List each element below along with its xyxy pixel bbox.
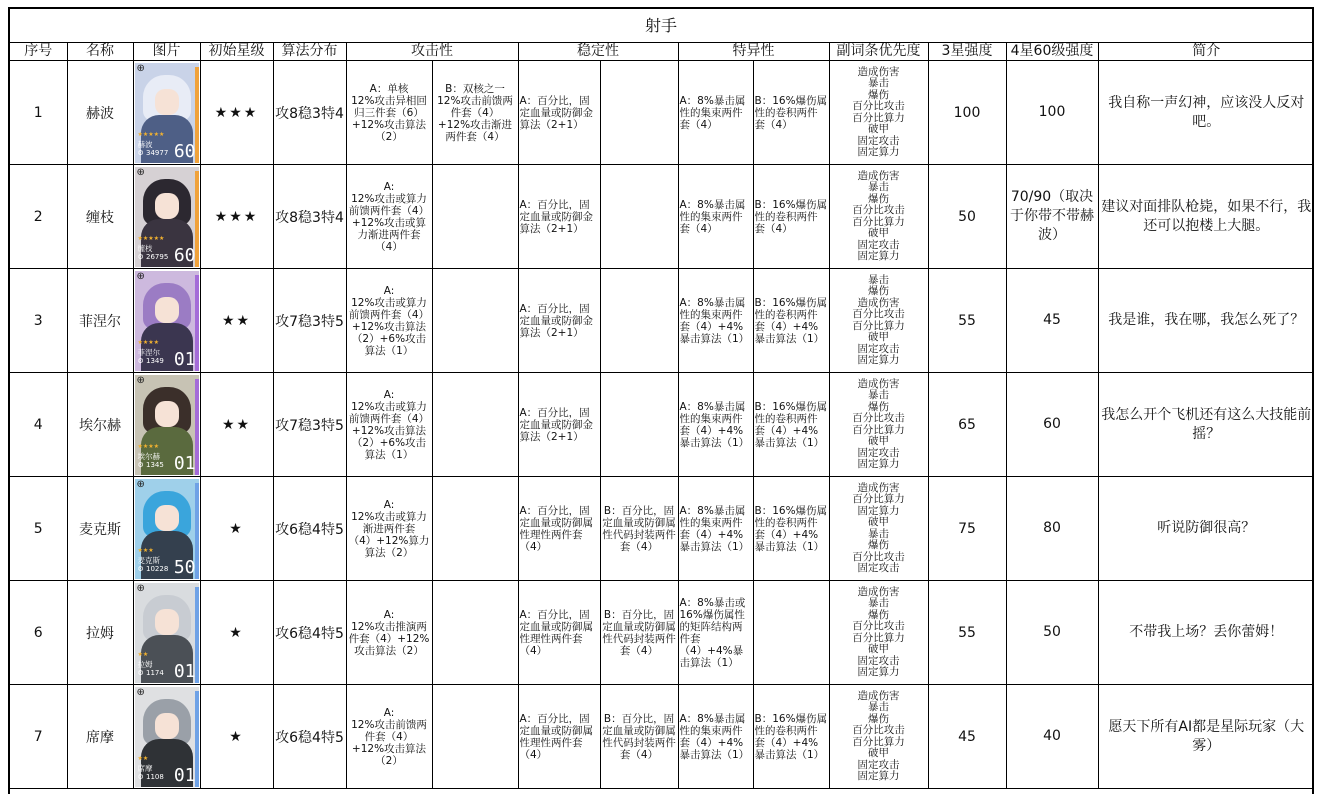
spreadsheet	[8, 7, 1314, 794]
substat-item: 固定算力	[857, 504, 900, 517]
substat-item: 暴击	[868, 273, 889, 286]
substat-item: 固定算力	[857, 666, 900, 678]
character-intro: 愿天下所有AI都是星际玩家（大雾）	[1098, 685, 1314, 789]
attack-option-a: A: 12%攻击或算力前馈两件套（4） +12%攻击算法（2）+6%攻击算法（1）	[346, 373, 432, 477]
special-option-b: B：16%爆伤属性的卷积两件套（4）+4%暴击算法（1）	[753, 373, 829, 477]
character-portrait-cell	[133, 581, 200, 685]
character-portrait	[135, 583, 199, 683]
substat-priority	[829, 269, 928, 373]
substat-item: 百分比攻击	[852, 724, 905, 736]
substat-item: 百分比算力	[852, 319, 905, 332]
attack-option-a: A: 12%攻击推演两件套（4）+12%攻击算法（2）	[346, 581, 432, 685]
three-star-rating: 55	[928, 269, 1006, 373]
stability-option-a: A：百分比，固定血量或防御金算法（2+1）	[518, 373, 600, 477]
portrait-stars: ★★★★	[137, 338, 160, 346]
row-number: 5	[10, 477, 67, 581]
stability-option-a: A：百分比，固定血量或防御属性理性两件套（4）	[518, 581, 600, 685]
substat-item: 破甲	[868, 227, 889, 239]
portrait-name: 席摩	[137, 763, 153, 773]
portrait-id: ⚙ 1108	[137, 772, 164, 781]
row-number: 7	[10, 685, 67, 789]
substat-item: 固定攻击	[857, 238, 900, 251]
portrait-level: 60	[173, 140, 196, 162]
portrait-level: 50	[173, 556, 196, 578]
portrait-name: 赫波	[137, 139, 153, 149]
substat-item: 百分比算力	[852, 423, 905, 436]
four-star-lv60-rating: 70/90（取决于你带不带赫波）	[1006, 165, 1098, 269]
special-option-b: B：16%爆伤属性的卷积两件套（4）	[753, 61, 829, 165]
substat-item: 造成伤害	[857, 296, 900, 309]
substat-item: 百分比算力	[852, 735, 905, 748]
substat-item: 固定算力	[857, 146, 900, 158]
three-star-rating: 100	[928, 61, 1006, 165]
row-number: 1	[10, 61, 67, 165]
substat-item: 百分比攻击	[852, 620, 905, 632]
portrait-name: 麦克斯	[137, 555, 160, 565]
portrait-name: 拉姆	[137, 659, 153, 669]
stability-option-a: A：百分比，固定血量或防御属性理性两件套（4）	[518, 477, 600, 581]
three-star-rating: 45	[928, 685, 1006, 789]
portrait-name: 菲涅尔	[137, 347, 160, 357]
substat-item: 造成伤害	[857, 169, 900, 182]
three-star-rating: 55	[928, 581, 1006, 685]
algo-distribution: 攻8稳3特4	[273, 165, 346, 269]
substat-item: 造成伤害	[857, 481, 900, 494]
character-intro: 听说防御很高？	[1098, 477, 1314, 581]
substat-item: 爆伤	[868, 400, 889, 413]
substat-item: 固定攻击	[857, 654, 900, 667]
substat-item: 爆伤	[868, 88, 889, 101]
character-table	[10, 43, 1314, 789]
character-name: 埃尔赫	[67, 373, 133, 477]
three-star-rating: 50	[928, 165, 1006, 269]
stability-option-b	[600, 373, 678, 477]
attack-option-a: A: 12%攻击或算力前馈两件套（4） +12%攻击算法（2）+6%攻击算法（1）	[346, 269, 432, 373]
initial-stars: ★	[200, 685, 273, 789]
substat-item: 爆伤	[868, 285, 889, 297]
special-option-a: A：8%暴击属性的集束两件套（4）	[678, 61, 753, 165]
algo-distribution: 攻6稳4特5	[273, 581, 346, 685]
special-option-b: B：16%爆伤属性的卷积两件套（4）+4%暴击算法（1）	[753, 685, 829, 789]
character-portrait	[135, 167, 199, 267]
four-star-lv60-rating: 60	[1006, 373, 1098, 477]
header-s3: 3星强度	[928, 43, 1006, 61]
substat-priority	[829, 685, 928, 789]
substat-item: 爆伤	[868, 608, 889, 621]
four-star-lv60-rating: 45	[1006, 269, 1098, 373]
header-s4: 4星60级强度	[1006, 43, 1098, 61]
character-name: 麦克斯	[67, 477, 133, 581]
substat-item: 破甲	[868, 516, 889, 528]
substat-item: 造成伤害	[857, 377, 900, 390]
substat-item: 固定攻击	[857, 758, 900, 771]
portrait-stars: ★★	[137, 650, 149, 658]
special-option-a: A：8%暴击属性的集束两件套（4）+4%暴击算法（1）	[678, 477, 753, 581]
substat-item: 破甲	[868, 435, 889, 447]
substat-item: 爆伤	[868, 192, 889, 205]
character-name: 席摩	[67, 685, 133, 789]
character-portrait-cell	[133, 477, 200, 581]
special-option-a: A：8%暴击或16%爆伤属性的矩阵结构两件套（4）+4%暴击算法（1）	[678, 581, 753, 685]
portrait-name: 缠枝	[137, 243, 153, 253]
initial-stars: ★★	[200, 269, 273, 373]
substat-item: 百分比算力	[852, 493, 905, 505]
portrait-stars: ★★★	[137, 546, 154, 554]
special-option-a: A：8%暴击属性的集束两件套（4）+4%暴击算法（1）	[678, 269, 753, 373]
substat-item: 固定算力	[857, 770, 900, 782]
substat-item: 暴击	[868, 77, 889, 89]
table-row	[10, 165, 1314, 269]
stability-option-b	[600, 61, 678, 165]
table-row	[10, 581, 1314, 685]
substat-item: 暴击	[868, 701, 889, 713]
special-option-a: A：8%暴击属性的集束两件套（4）	[678, 165, 753, 269]
header-stability: 稳定性	[518, 43, 678, 61]
special-option-a: A：8%暴击属性的集束两件套（4）+4%暴击算法（1）	[678, 685, 753, 789]
algo-distribution: 攻6稳4特5	[273, 685, 346, 789]
stability-option-a: A：百分比，固定血量或防御金算法（2+1）	[518, 165, 600, 269]
substat-item: 破甲	[868, 331, 889, 343]
substat-item: 固定攻击	[857, 446, 900, 459]
stability-option-b: B：百分比，固定血量或防御属性代码封装两件套（4）	[600, 685, 678, 789]
portrait-level: 60	[173, 244, 196, 266]
stability-option-b: B：百分比，固定血量或防御属性代码封装两件套（4）	[600, 477, 678, 581]
substat-item: 暴击	[868, 389, 889, 401]
portrait-level: 01	[173, 764, 196, 786]
sheet-title: 射手	[10, 9, 1312, 43]
stability-option-b	[600, 165, 678, 269]
three-star-rating: 75	[928, 477, 1006, 581]
substat-item: 百分比算力	[852, 111, 905, 124]
header-no: 序号	[10, 43, 67, 61]
substat-item: 暴击	[868, 597, 889, 609]
portrait-stars: ★★★★★	[137, 234, 165, 242]
special-option-b: B：16%爆伤属性的卷积两件套（4）+4%暴击算法（1）	[753, 477, 829, 581]
row-number: 6	[10, 581, 67, 685]
character-portrait	[135, 63, 199, 163]
portrait-name: 埃尔赫	[137, 451, 160, 461]
stability-option-a: A：百分比，固定血量或防御金算法（2+1）	[518, 61, 600, 165]
header-intro: 简介	[1098, 43, 1314, 61]
attack-option-a: A: 12%攻击或算力前馈两件套（4） +12%攻击或算力渐进两件套（4）	[346, 165, 432, 269]
attack-option-b: B：双核之一 12%攻击前馈两件套（4） +12%攻击渐进两件套（4）	[432, 61, 518, 165]
character-portrait-cell	[133, 685, 200, 789]
portrait-stars: ★★★★	[137, 442, 160, 450]
header-special: 特异性	[678, 43, 829, 61]
substat-item: 固定算力	[857, 458, 900, 470]
substat-priority	[829, 373, 928, 477]
header-algo: 算法分布	[273, 43, 346, 61]
portrait-id: ⚙ 1345	[137, 460, 164, 469]
substat-item: 百分比攻击	[852, 204, 905, 216]
attack-option-a: A: 12%攻击前馈两件套（4） +12%攻击算法（2）	[346, 685, 432, 789]
character-intro: 建议对面排队枪毙，如果不行，我还可以抱楼上大腿。	[1098, 165, 1314, 269]
substat-item: 固定攻击	[857, 342, 900, 355]
substat-item: 造成伤害	[857, 65, 900, 78]
portrait-id: ⚙ 26795	[137, 252, 169, 261]
substat-item: 固定攻击	[857, 562, 900, 574]
substat-item: 固定算力	[857, 250, 900, 262]
substat-item: 百分比攻击	[852, 550, 905, 563]
special-option-b	[753, 581, 829, 685]
stability-option-a: A：百分比，固定血量或防御金算法（2+1）	[518, 269, 600, 373]
algo-distribution: 攻7稳3特5	[273, 373, 346, 477]
substat-item: 百分比攻击	[852, 308, 905, 320]
character-name: 菲涅尔	[67, 269, 133, 373]
header-priority: 副词条优先度	[829, 43, 928, 61]
portrait-level: 01	[173, 452, 196, 474]
four-star-lv60-rating: 40	[1006, 685, 1098, 789]
attack-option-b	[432, 269, 518, 373]
special-option-a: A：8%暴击属性的集束两件套（4）+4%暴击算法（1）	[678, 373, 753, 477]
substat-item: 百分比攻击	[852, 412, 905, 424]
four-star-lv60-rating: 80	[1006, 477, 1098, 581]
algo-distribution: 攻6稳4特5	[273, 477, 346, 581]
header-attack: 攻击性	[346, 43, 518, 61]
portrait-id: ⚙ 1174	[137, 668, 164, 677]
character-portrait-cell	[133, 165, 200, 269]
character-name: 缠枝	[67, 165, 133, 269]
crosshair-icon: ⊕	[136, 478, 145, 490]
special-option-b: B：16%爆伤属性的卷积两件套（4）+4%暴击算法（1）	[753, 269, 829, 373]
attack-option-a: A: 12%攻击或算力渐进两件套（4）+12%算力算法（2）	[346, 477, 432, 581]
substat-item: 固定攻击	[857, 134, 900, 147]
row-number: 2	[10, 165, 67, 269]
character-portrait-cell	[133, 373, 200, 477]
row-number: 4	[10, 373, 67, 477]
stability-option-a: A：百分比，固定血量或防御属性理性两件套（4）	[518, 685, 600, 789]
initial-stars: ★★★	[200, 61, 273, 165]
header-row	[10, 43, 1314, 61]
algo-distribution: 攻8稳3特4	[273, 61, 346, 165]
substat-priority	[829, 477, 928, 581]
character-name: 拉姆	[67, 581, 133, 685]
substat-item: 爆伤	[868, 539, 889, 551]
substat-priority	[829, 165, 928, 269]
substat-item: 暴击	[868, 527, 889, 540]
attack-option-b	[432, 581, 518, 685]
substat-item: 爆伤	[868, 712, 889, 725]
portrait-id: ⚙ 34977	[137, 148, 169, 157]
crosshair-icon: ⊕	[136, 374, 145, 386]
substat-priority	[829, 61, 928, 165]
character-portrait	[135, 479, 199, 579]
portrait-id: ⚙ 1349	[137, 356, 164, 365]
table-row	[10, 61, 1314, 165]
initial-stars: ★	[200, 581, 273, 685]
substat-item: 造成伤害	[857, 585, 900, 598]
header-star: 初始星级	[200, 43, 273, 61]
character-intro: 我怎么开个飞机还有这么大技能前摇？	[1098, 373, 1314, 477]
initial-stars: ★	[200, 477, 273, 581]
attack-option-a: A：单核 12%攻击异相回归三件套（6） +12%攻击算法（2）	[346, 61, 432, 165]
portrait-id: ⚙ 10228	[137, 564, 169, 573]
character-portrait	[135, 375, 199, 475]
character-portrait	[135, 271, 199, 371]
initial-stars: ★★★	[200, 165, 273, 269]
table-row	[10, 477, 1314, 581]
header-name: 名称	[67, 43, 133, 61]
attack-option-b	[432, 477, 518, 581]
crosshair-icon: ⊕	[136, 270, 145, 282]
crosshair-icon: ⊕	[136, 582, 145, 594]
portrait-stars: ★★★★★	[137, 130, 165, 138]
portrait-stars: ★★	[137, 754, 149, 762]
substat-item: 百分比攻击	[852, 100, 905, 112]
stability-option-b: B：百分比，固定血量或防御属性代码封装两件套（4）	[600, 581, 678, 685]
special-option-b: B：16%爆伤属性的卷积两件套（4）	[753, 165, 829, 269]
substat-item: 破甲	[868, 123, 889, 135]
four-star-lv60-rating: 50	[1006, 581, 1098, 685]
substat-item: 暴击	[868, 181, 889, 193]
attack-option-b	[432, 165, 518, 269]
attack-option-b	[432, 685, 518, 789]
substat-item: 百分比算力	[852, 631, 905, 644]
four-star-lv60-rating: 100	[1006, 61, 1098, 165]
character-intro: 不带我上场？丢你蕾姆！	[1098, 581, 1314, 685]
character-intro: 我自称一声幻神，应该没人反对吧。	[1098, 61, 1314, 165]
crosshair-icon: ⊕	[136, 166, 145, 178]
table-row	[10, 373, 1314, 477]
character-portrait	[135, 687, 199, 787]
character-intro: 我是谁，我在哪，我怎么死了？	[1098, 269, 1314, 373]
substat-item: 破甲	[868, 643, 889, 655]
row-number: 3	[10, 269, 67, 373]
algo-distribution: 攻7稳3特5	[273, 269, 346, 373]
initial-stars: ★★	[200, 373, 273, 477]
header-image: 图片	[133, 43, 200, 61]
portrait-level: 01	[173, 660, 196, 682]
table-row	[10, 269, 1314, 373]
character-name: 赫波	[67, 61, 133, 165]
stability-option-b	[600, 269, 678, 373]
character-portrait-cell	[133, 61, 200, 165]
attack-option-b	[432, 373, 518, 477]
substat-item: 破甲	[868, 747, 889, 759]
substat-item: 固定算力	[857, 354, 900, 366]
table-row	[10, 685, 1314, 789]
character-portrait-cell	[133, 269, 200, 373]
substat-priority	[829, 581, 928, 685]
crosshair-icon: ⊕	[136, 62, 145, 74]
portrait-level: 01	[173, 348, 196, 370]
substat-item: 百分比算力	[852, 215, 905, 228]
three-star-rating: 65	[928, 373, 1006, 477]
crosshair-icon: ⊕	[136, 686, 145, 698]
substat-item: 造成伤害	[857, 689, 900, 702]
